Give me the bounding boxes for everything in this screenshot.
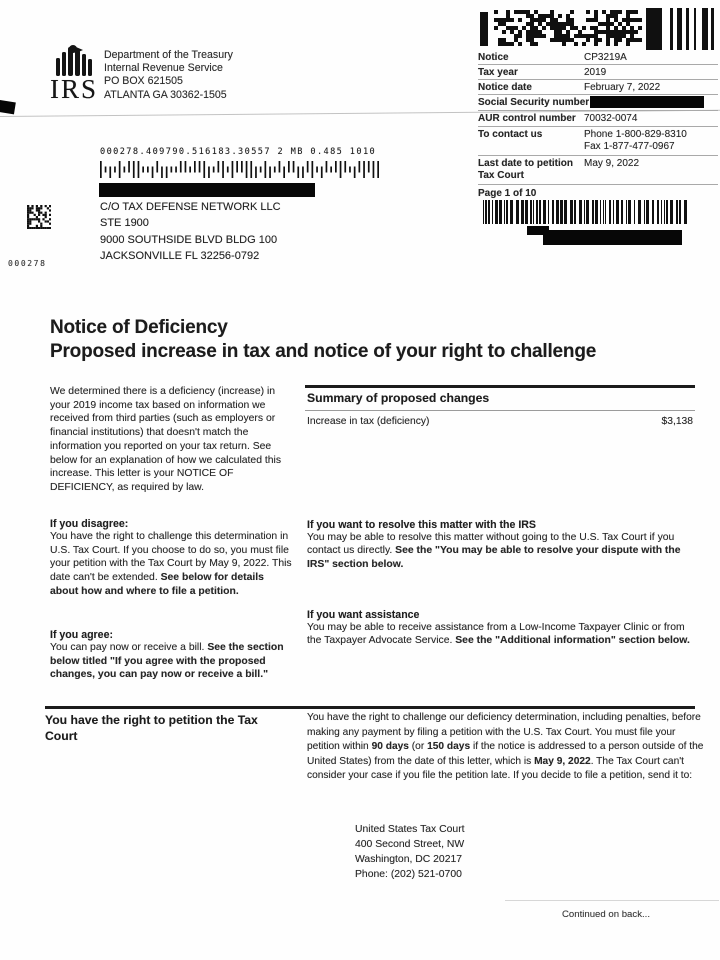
table-row bbox=[478, 127, 718, 156]
intro-paragraph: We determined there is a deficiency (increase) in your 2019 income tax based on information we received from third parties (such as employers or financial institutions) that doesn't match the information you reported on your tax return. See below for an explanation of how we calculated this increase. This letter is your NOTICE OF DEFICIENCY, as required by law. bbox=[50, 386, 282, 493]
sender-address bbox=[104, 49, 233, 102]
page-indicator: Page 1 of 10 bbox=[478, 188, 537, 199]
petition-section-rule bbox=[45, 706, 695, 709]
intelligent-mail-barcode bbox=[100, 161, 383, 178]
summary-top-rule bbox=[305, 385, 695, 388]
row-label: Notice date bbox=[478, 82, 532, 93]
section-body: You may be able to resolve this matter without going to the U.S. Tax Court if you contact us directly. See the "You may be able to resolve your dispute with the IRS" section below. bbox=[307, 532, 681, 570]
section-heading: If you want to resolve this matter with the IRS bbox=[307, 519, 536, 531]
sender-address-line: PO BOX 621505 bbox=[104, 75, 183, 88]
recipient-address-line: JACKSONVILLE FL 32256-0792 bbox=[100, 250, 260, 263]
row-value: 2019 bbox=[584, 67, 607, 78]
table-row bbox=[478, 111, 718, 127]
petition-body: You have the right to challenge our deficiency determination, including penalties, before making any payment by filing a petition with the U.S. Tax Court. You must file your petition within 90 days (or 150 days if the notice is addressed to a person outside of the United States) from the date of this letter, which is May 9, 2022. The Tax Court can't consider your case if you file the petition late. If you decide to file a petition, send it to: bbox=[307, 712, 704, 782]
summary-row-amount: $3,138 bbox=[661, 416, 693, 427]
section-if-you-disagree bbox=[50, 518, 293, 599]
scan-code-strip bbox=[480, 8, 720, 50]
section-heading: If you want assistance bbox=[307, 609, 420, 621]
summary-divider-rule bbox=[305, 410, 695, 411]
row-label: Tax year bbox=[478, 67, 518, 78]
section-body: You can pay now or receive a bill. See the section below titled "If you agree with the proposed changes, you can pay now or receive a bill." bbox=[50, 642, 284, 681]
section-body: You may be able to receive assistance from a Low-Income Taxpayer Clinic or from the Taxpayer Advocate Service. See the "Additional information" section below. bbox=[307, 622, 690, 647]
row-value: Phone 1-800-829-8310 Fax 1-877-477-0967 bbox=[584, 129, 687, 153]
row-label: Notice bbox=[478, 52, 509, 63]
row-label: Last date to petition Tax Court bbox=[478, 158, 573, 182]
row-value: May 9, 2022 bbox=[584, 158, 640, 169]
table-row bbox=[478, 95, 718, 111]
summary-heading: Summary of proposed changes bbox=[307, 391, 490, 405]
recipient-address bbox=[100, 199, 281, 265]
recipient-address-line: C/O TAX DEFENSE NETWORK LLC bbox=[100, 201, 281, 213]
irs-eagle-logo bbox=[53, 44, 99, 78]
title-line-1: Notice of Deficiency bbox=[50, 317, 228, 338]
court-address-line: United States Tax Court bbox=[355, 824, 465, 835]
recipient-address-line: 9000 SOUTHSIDE BLVD BLDG 100 bbox=[100, 233, 278, 246]
mail-routing-line: 000278.409790.516183.30557 2 MB 0.485 1010 bbox=[100, 147, 377, 157]
row-value: 70032-0074 bbox=[584, 113, 638, 124]
court-address-line: Phone: (202) 521-0700 bbox=[355, 869, 462, 880]
footer-faint-line bbox=[505, 900, 719, 901]
section-resolve-with-irs bbox=[307, 519, 699, 571]
court-address-line: Washington, DC 20217 bbox=[355, 854, 463, 865]
redacted-recipient-name bbox=[99, 183, 315, 197]
tax-court-address bbox=[355, 822, 465, 882]
section-heading: If you disagree: bbox=[50, 518, 129, 530]
scan-artifact-wedge bbox=[0, 100, 16, 115]
redaction-bar bbox=[543, 230, 682, 245]
sender-address-line: Department of the Treasury bbox=[104, 49, 233, 61]
continued-note: Continued on back... bbox=[561, 909, 650, 920]
redacted-ssn-bar bbox=[590, 97, 718, 110]
sender-address-line: Internal Revenue Service bbox=[104, 62, 223, 75]
table-row bbox=[478, 50, 718, 65]
recipient-address-line: STE 1900 bbox=[100, 217, 149, 230]
row-value: February 7, 2022 bbox=[584, 82, 661, 93]
page-title bbox=[50, 316, 690, 363]
summary-row-label: Increase in tax (deficiency) bbox=[307, 416, 430, 427]
irs-logo-text: IRS bbox=[50, 74, 99, 104]
tracking-barcode bbox=[483, 200, 688, 224]
section-body: You have the right to challenge this determination in U.S. Tax Court. If you choose to do so, you must file your petition with the Tax Court by May 9, 2022. This date can't be extended. See below for details about how and where to file a petition. bbox=[50, 531, 292, 597]
petition-heading: You have the right to petition the Tax Court bbox=[45, 713, 258, 743]
title-line-2: Proposed increase in tax and notice of your right to challenge bbox=[50, 340, 597, 362]
section-heading: If you agree: bbox=[50, 629, 113, 641]
table-row bbox=[478, 65, 718, 80]
court-address-line: 400 Second Street, NW bbox=[355, 839, 465, 850]
section-if-you-agree bbox=[50, 629, 293, 682]
data-matrix-code bbox=[27, 205, 51, 229]
row-label: AUR control number bbox=[478, 113, 576, 124]
row-label: Social Security number bbox=[478, 97, 590, 108]
table-row bbox=[478, 156, 718, 185]
sender-address-line: ATLANTA GA 30362-1505 bbox=[104, 88, 227, 101]
row-value: CP3219A bbox=[584, 52, 627, 63]
sequence-number: 000278 bbox=[8, 259, 47, 268]
summary-row bbox=[307, 416, 693, 427]
notice-info-table bbox=[478, 50, 718, 202]
row-label: To contact us bbox=[478, 129, 543, 140]
table-row bbox=[478, 80, 718, 95]
section-want-assistance bbox=[307, 609, 699, 648]
